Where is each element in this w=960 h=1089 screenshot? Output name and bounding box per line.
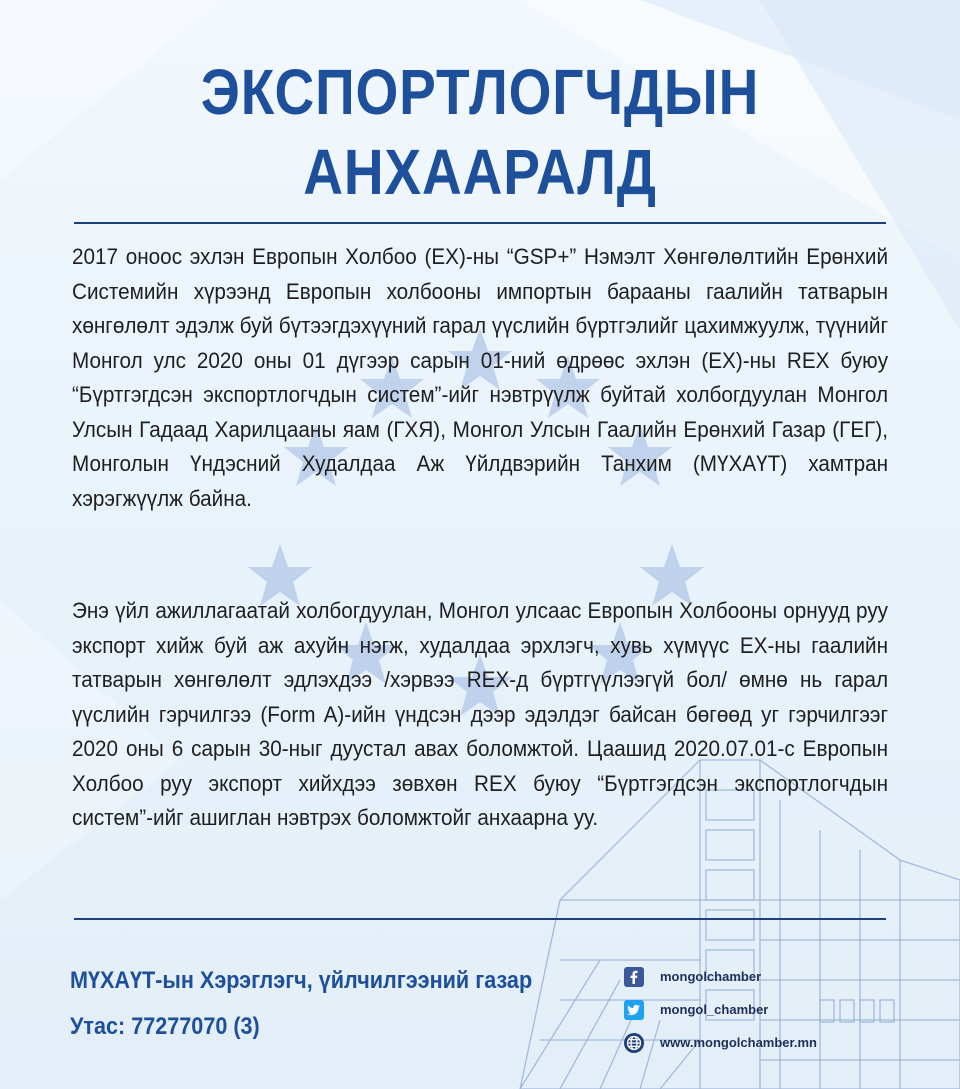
social-twitter[interactable] <box>624 993 817 1026</box>
title-line-1: ЭКСПОРТЛОГЧДЫН <box>200 56 760 128</box>
department-name: МҮХАҮТ-ын Хэрэглэгч, үйлчилгээний газар <box>70 967 533 994</box>
contact-block <box>70 958 532 1050</box>
paragraph-1: 2017 оноос эхлэн Европын Холбоо (ЕХ)-ны “GSP+” Нэмэлт Хөнгөлөлтийн Ерөнхий Системийн хүрээнд Европын холбооны импортын барааны гаалийн татварын хөнгөлөлт эдэлж буй бүтээгдэхүүний гарал үүслийн бүртгэлийг цахимжуулж, түүнийг Монгол улс 2020 оны 01 дүгээр сарын 01-ний өдрөөс эхлэн (ЕХ)-ны REX буюу “Бүртгэгдсэн экспортлогчдын систем”-ийг нэвтрүүлж буйтай холбогдуулан Монгол Улсын Гадаад Харилцааны яам (ГХЯ), Монгол Улсын Гаалийн Ерөнхий Газар (ГЕГ), Монголын Үндэсний Худалдаа Аж Үйлдвэрийн Танхим (МҮХАҮТ) хамтран хэрэгжүүлж байна. <box>72 244 889 511</box>
twitter-handle[interactable]: mongol_chamber <box>660 1002 769 1017</box>
website-url[interactable]: www.mongolchamber.mn <box>660 1035 817 1050</box>
facebook-handle[interactable]: mongolchamber <box>660 969 762 984</box>
poster-title <box>67 52 893 212</box>
social-links <box>624 960 817 1059</box>
phone-number: Утас: 77277070 (3) <box>70 1013 260 1040</box>
top-divider <box>74 222 886 224</box>
social-website[interactable] <box>624 1026 817 1059</box>
bottom-divider <box>74 918 886 920</box>
social-facebook[interactable] <box>624 960 817 993</box>
twitter-icon <box>624 1000 644 1020</box>
globe-icon <box>624 1033 644 1053</box>
paragraph-2: Энэ үйл ажиллагаатай холбогдуулан, Монгол улсаас Европын Холбооны орнууд руу экспорт хийж буй аж ахуйн нэгж, худалдаа эрхлэгч, хувь хүмүүс ЕХ-ны гаалийн татварын хөнгөлөлт эдлэхдээ /хэрвээ REX-д бүртгүүлээгүй бол/ өмнө нь гарал үүслийн гэрчилгээ (Form A)-ийн үндсэн дээр эдэлдэг байсан бөгөөд уг гэрчилгээг 2020 оны 6 сарын 30-ныг дуустал авах боломжтой. Цаашид 2020.07.01-с Европын Холбоо руу экспорт хийхдээ зөвхөн REX буюу “Бүртгэгдсэн экспортлогчдын систем”-ийг ашиглан нэвтрэх боломжтойг анхаарна уу. <box>72 598 889 830</box>
facebook-icon <box>624 967 644 987</box>
title-line-2: АНХААРАЛД <box>303 136 657 208</box>
